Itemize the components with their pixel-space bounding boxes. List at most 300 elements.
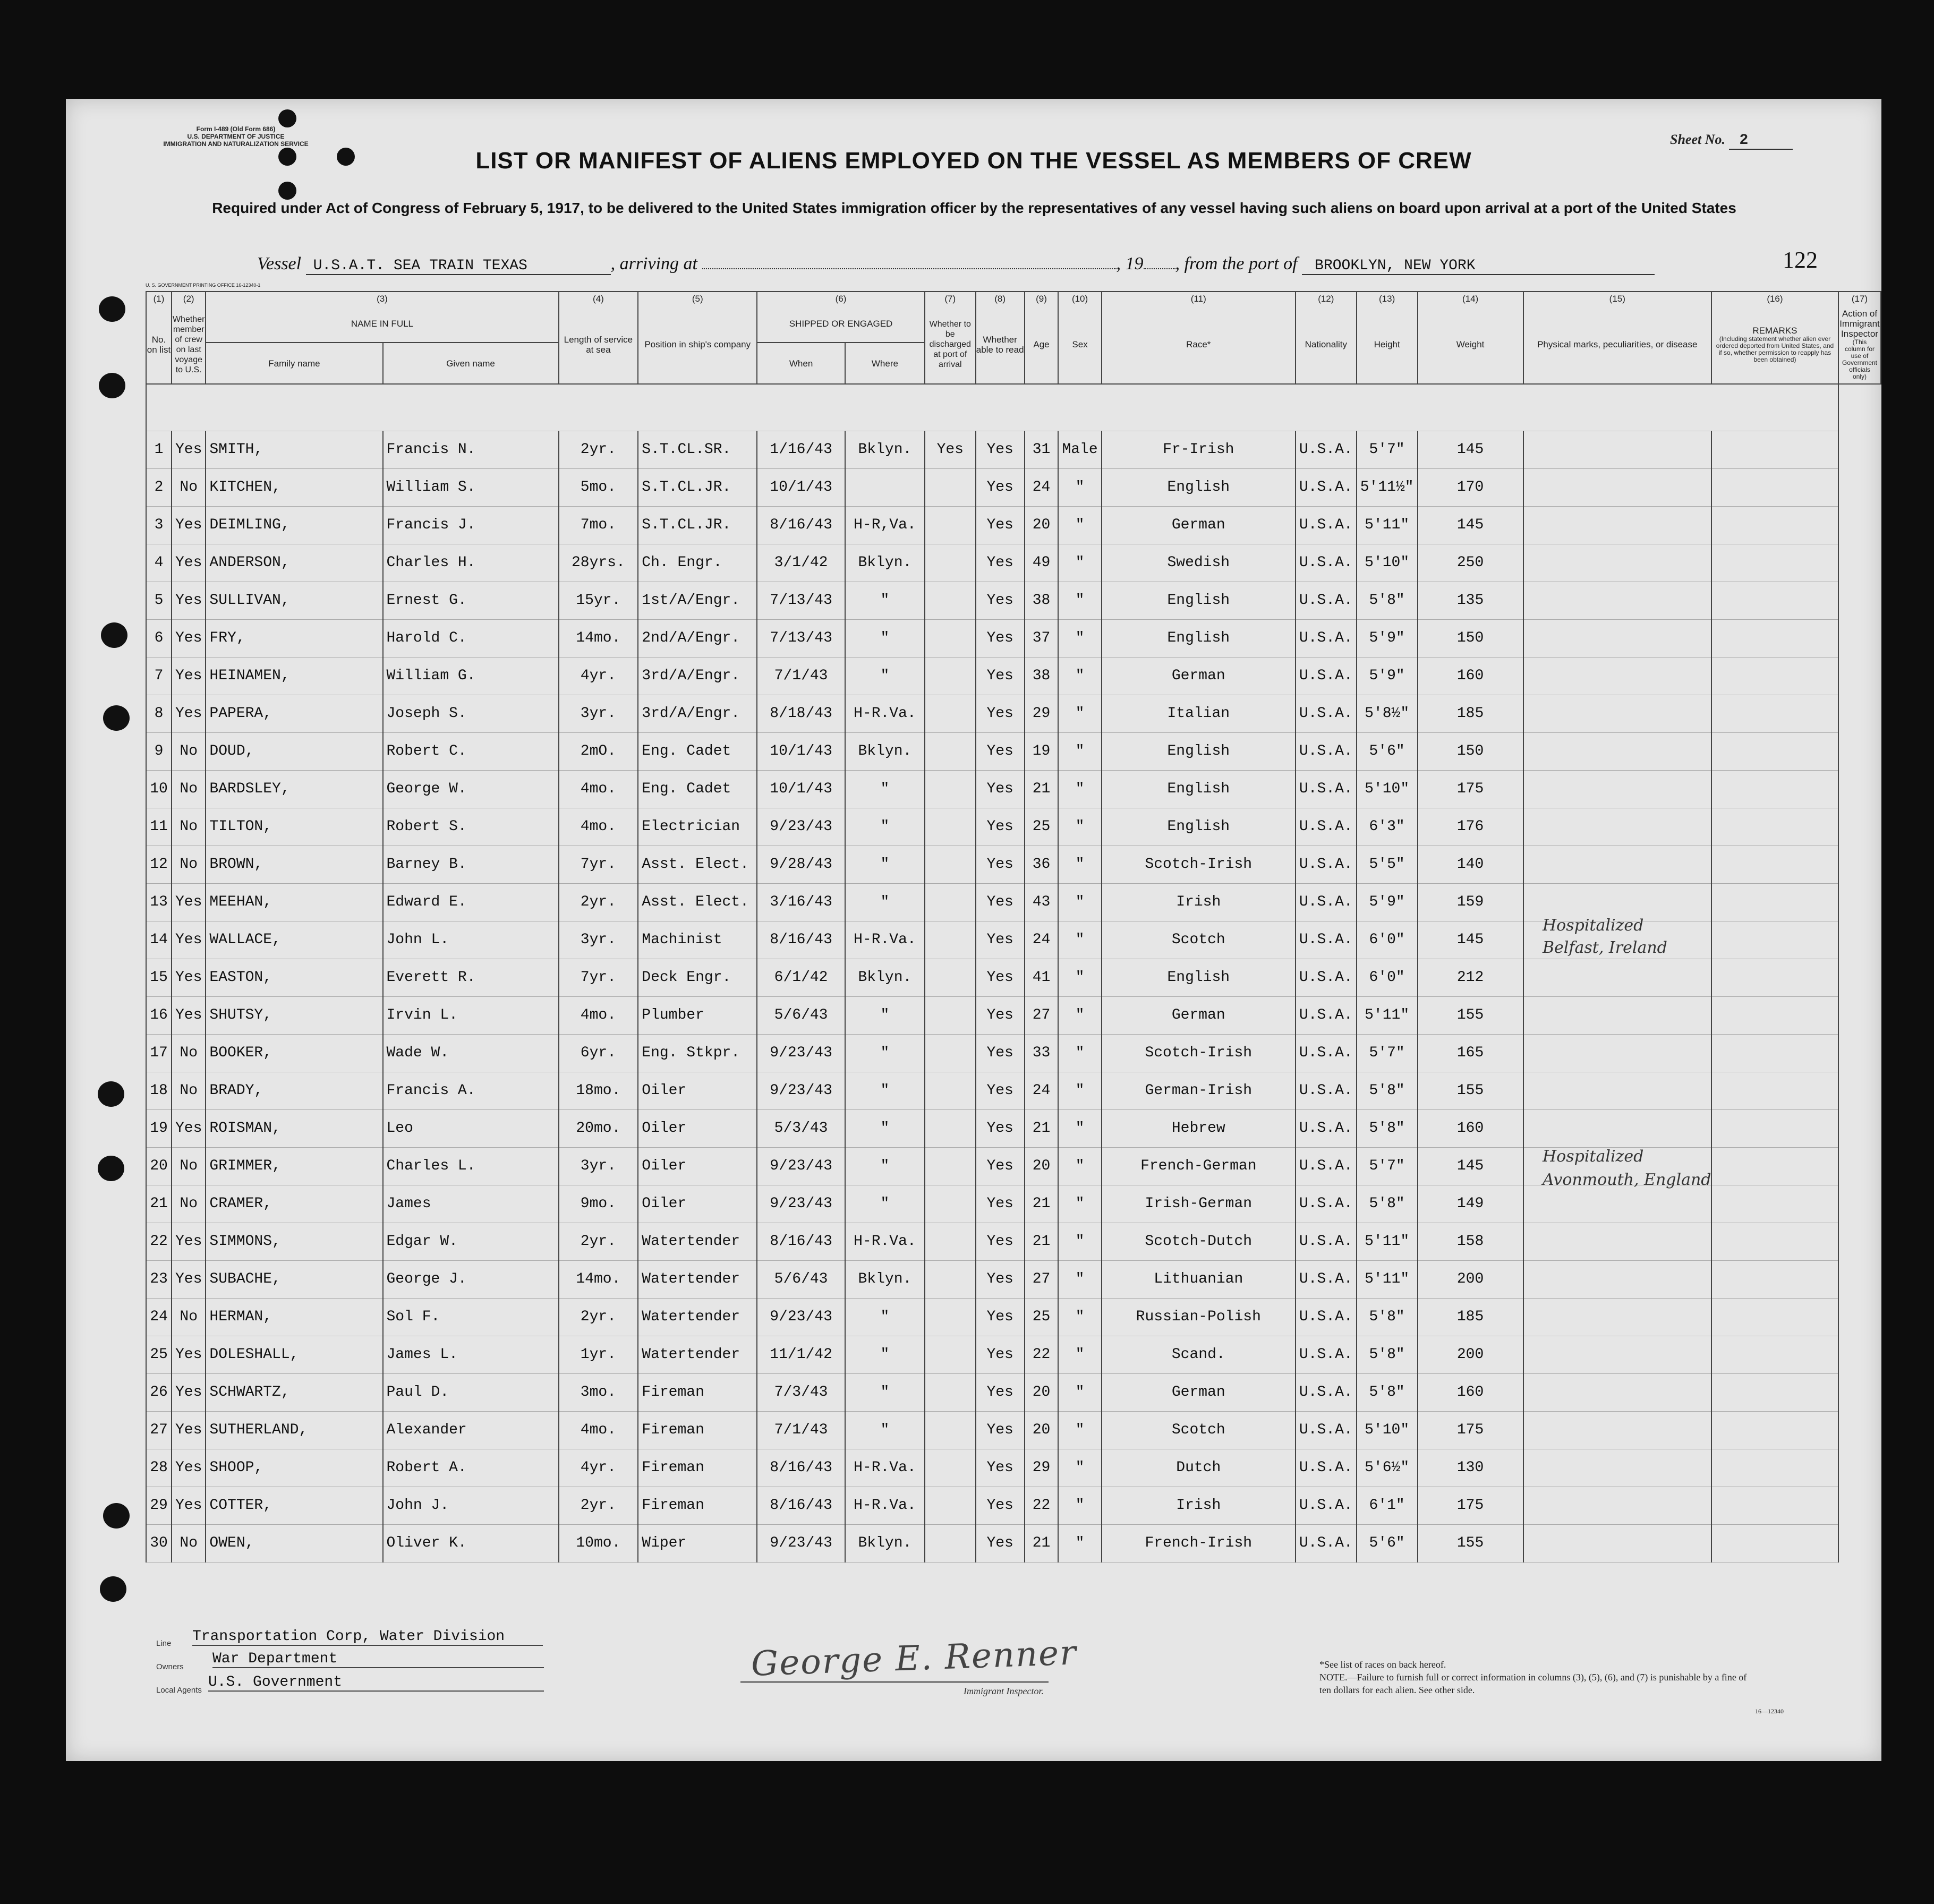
vessel-line bbox=[257, 254, 1655, 275]
cell-shipped-when: 8/16/43 bbox=[757, 506, 845, 544]
cell-weight: 135 bbox=[1418, 582, 1523, 619]
cell-last-voyage: Yes bbox=[172, 1109, 206, 1147]
cell-given-name: John J. bbox=[383, 1487, 559, 1524]
cell-nationality: U.S.A. bbox=[1296, 1449, 1357, 1487]
cell-race: Irish-German bbox=[1102, 1185, 1296, 1223]
cell-family-name: FRY, bbox=[206, 619, 382, 657]
cell-height: 5'6" bbox=[1357, 1524, 1418, 1562]
cell-height: 5'10" bbox=[1357, 770, 1418, 808]
cell-nationality: U.S.A. bbox=[1296, 1411, 1357, 1449]
table-row bbox=[146, 1373, 1881, 1411]
cell-nationality: U.S.A. bbox=[1296, 846, 1357, 883]
cell-family-name: SMITH, bbox=[206, 431, 382, 468]
vessel-label: Vessel bbox=[257, 254, 302, 274]
cell-given-name: Joseph S. bbox=[383, 695, 559, 732]
cell-length-service: 2mO. bbox=[559, 732, 638, 770]
cell-family-name: KITCHEN, bbox=[206, 468, 382, 506]
cell-height: 5'8½" bbox=[1357, 695, 1418, 732]
table-row bbox=[146, 431, 1881, 468]
header-age: Age bbox=[1025, 305, 1059, 384]
cell-remarks bbox=[1711, 1373, 1838, 1411]
punch-hole bbox=[103, 1503, 130, 1529]
col-num: (15) bbox=[1523, 292, 1711, 305]
cell-shipped-where: " bbox=[845, 657, 925, 695]
cell-weight: 155 bbox=[1418, 1524, 1523, 1562]
cell-height: 5'8" bbox=[1357, 1298, 1418, 1336]
cell-length-service: 15yr. bbox=[559, 582, 638, 619]
table-row bbox=[146, 1487, 1881, 1524]
cell-age: 21 bbox=[1025, 770, 1059, 808]
cell-remarks bbox=[1711, 959, 1838, 996]
cell-shipped-where: " bbox=[845, 883, 925, 921]
cell-weight: 185 bbox=[1418, 695, 1523, 732]
cell-able-to-read: Yes bbox=[976, 1260, 1025, 1298]
cell-age: 21 bbox=[1025, 1109, 1059, 1147]
cell-nationality: U.S.A. bbox=[1296, 732, 1357, 770]
cell-last-voyage: Yes bbox=[172, 544, 206, 582]
printer-note: U. S. GOVERNMENT PRINTING OFFICE 16-12340-1 bbox=[146, 283, 261, 288]
cell-given-name: Francis J. bbox=[383, 506, 559, 544]
cell-last-voyage: No bbox=[172, 770, 206, 808]
table-row bbox=[146, 695, 1881, 732]
header-position: Position in ship's company bbox=[638, 305, 757, 384]
cell-height: 5'9" bbox=[1357, 657, 1418, 695]
cell-able-to-read: Yes bbox=[976, 1373, 1025, 1411]
cell-row-number: 7 bbox=[146, 657, 172, 695]
sheet-label: Sheet No. bbox=[1670, 132, 1725, 147]
cell-weight: 155 bbox=[1418, 996, 1523, 1034]
cell-race: Lithuanian bbox=[1102, 1260, 1296, 1298]
cell-shipped-when: 7/1/43 bbox=[757, 657, 845, 695]
cell-discharged bbox=[925, 1524, 976, 1562]
table-row bbox=[146, 996, 1881, 1034]
col-num: (17) bbox=[1838, 292, 1881, 305]
cell-race: English bbox=[1102, 582, 1296, 619]
cell-nationality: U.S.A. bbox=[1296, 431, 1357, 468]
cell-height: 5'11" bbox=[1357, 1223, 1418, 1260]
cell-age: 31 bbox=[1025, 431, 1059, 468]
cell-shipped-when: 9/23/43 bbox=[757, 1298, 845, 1336]
cell-shipped-where: " bbox=[845, 1411, 925, 1449]
signature-line bbox=[740, 1681, 1049, 1683]
cell-race: French-German bbox=[1102, 1147, 1296, 1185]
cell-discharged bbox=[925, 1260, 976, 1298]
cell-shipped-when: 9/23/43 bbox=[757, 808, 845, 846]
from-port: BROOKLYN, NEW YORK bbox=[1302, 258, 1655, 275]
cell-given-name: George W. bbox=[383, 770, 559, 808]
cell-able-to-read: Yes bbox=[976, 846, 1025, 883]
cell-shipped-when: 8/16/43 bbox=[757, 1449, 845, 1487]
cell-height: 5'8" bbox=[1357, 1336, 1418, 1373]
cell-family-name: SHUTSY, bbox=[206, 996, 382, 1034]
cell-weight: 155 bbox=[1418, 1072, 1523, 1109]
remarks-title: REMARKS bbox=[1752, 326, 1797, 336]
cell-position: Oiler bbox=[638, 1185, 757, 1223]
cell-sex: " bbox=[1058, 808, 1101, 846]
cell-race: Swedish bbox=[1102, 544, 1296, 582]
agents-label: Local Agents bbox=[156, 1686, 202, 1695]
cell-family-name: DOLESHALL, bbox=[206, 1336, 382, 1373]
cell-shipped-where: " bbox=[845, 582, 925, 619]
cell-last-voyage: Yes bbox=[172, 506, 206, 544]
cell-row-number: 28 bbox=[146, 1449, 172, 1487]
cell-row-number: 8 bbox=[146, 695, 172, 732]
cell-discharged bbox=[925, 1449, 976, 1487]
sheet-value: 2 bbox=[1729, 132, 1793, 150]
cell-length-service: 7mo. bbox=[559, 506, 638, 544]
cell-height: 5'8" bbox=[1357, 1109, 1418, 1147]
cell-age: 20 bbox=[1025, 1411, 1059, 1449]
cell-family-name: WALLACE, bbox=[206, 921, 382, 959]
cell-able-to-read: Yes bbox=[976, 808, 1025, 846]
cell-remarks bbox=[1711, 657, 1838, 695]
table-row bbox=[146, 1223, 1881, 1260]
cell-height: 5'8" bbox=[1357, 1373, 1418, 1411]
cell-remarks bbox=[1711, 1034, 1838, 1072]
cell-discharged bbox=[925, 544, 976, 582]
cell-family-name: SULLIVAN, bbox=[206, 582, 382, 619]
col-num: (1) bbox=[146, 292, 172, 305]
cell-discharged bbox=[925, 921, 976, 959]
cell-row-number: 14 bbox=[146, 921, 172, 959]
header-action-inspector bbox=[1838, 305, 1881, 384]
cell-length-service: 3mo. bbox=[559, 1373, 638, 1411]
cell-race: Scotch-Irish bbox=[1102, 1034, 1296, 1072]
cell-physical-marks bbox=[1523, 959, 1711, 996]
cell-sex: " bbox=[1058, 1336, 1101, 1373]
cell-nationality: U.S.A. bbox=[1296, 1487, 1357, 1524]
cell-remarks bbox=[1711, 808, 1838, 846]
cell-age: 29 bbox=[1025, 1449, 1059, 1487]
cell-race: Fr-Irish bbox=[1102, 431, 1296, 468]
cell-weight: 200 bbox=[1418, 1336, 1523, 1373]
col-num: (8) bbox=[976, 292, 1025, 305]
cell-shipped-when: 7/1/43 bbox=[757, 1411, 845, 1449]
cell-sex: " bbox=[1058, 883, 1101, 921]
cell-discharged bbox=[925, 619, 976, 657]
cell-height: 5'5" bbox=[1357, 846, 1418, 883]
cell-length-service: 14mo. bbox=[559, 1260, 638, 1298]
cell-length-service: 4yr. bbox=[559, 657, 638, 695]
cell-age: 20 bbox=[1025, 506, 1059, 544]
cell-last-voyage: Yes bbox=[172, 1260, 206, 1298]
col-num: (3) bbox=[206, 292, 558, 305]
cell-last-voyage: Yes bbox=[172, 1411, 206, 1449]
cell-length-service: 18mo. bbox=[559, 1072, 638, 1109]
cell-position: Wiper bbox=[638, 1524, 757, 1562]
cell-physical-marks bbox=[1523, 1223, 1711, 1260]
cell-remarks bbox=[1711, 619, 1838, 657]
cell-sex: " bbox=[1058, 1260, 1101, 1298]
table-row bbox=[146, 506, 1881, 544]
cell-weight: 145 bbox=[1418, 921, 1523, 959]
table-row bbox=[146, 1298, 1881, 1336]
cell-last-voyage: Yes bbox=[172, 619, 206, 657]
punch-hole bbox=[98, 1081, 124, 1107]
cell-given-name: James L. bbox=[383, 1336, 559, 1373]
cell-race: Scotch bbox=[1102, 921, 1296, 959]
cell-able-to-read: Yes bbox=[976, 1072, 1025, 1109]
cell-shipped-where: " bbox=[845, 1298, 925, 1336]
header-no-on-list: No. on list bbox=[146, 305, 172, 384]
cell-nationality: U.S.A. bbox=[1296, 1072, 1357, 1109]
cell-length-service: 4mo. bbox=[559, 808, 638, 846]
cell-family-name: HEINAMEN, bbox=[206, 657, 382, 695]
cell-last-voyage: Yes bbox=[172, 883, 206, 921]
cell-length-service: 2yr. bbox=[559, 883, 638, 921]
cell-family-name: BOOKER, bbox=[206, 1034, 382, 1072]
cell-discharged bbox=[925, 959, 976, 996]
cell-given-name: Barney B. bbox=[383, 846, 559, 883]
cell-shipped-when: 10/1/43 bbox=[757, 468, 845, 506]
cell-race: Russian-Polish bbox=[1102, 1298, 1296, 1336]
cell-remarks bbox=[1711, 506, 1838, 544]
cell-remarks bbox=[1711, 582, 1838, 619]
header-family-name: Family name bbox=[206, 343, 382, 384]
cell-able-to-read: Yes bbox=[976, 619, 1025, 657]
cell-able-to-read: Yes bbox=[976, 431, 1025, 468]
cell-sex: " bbox=[1058, 1072, 1101, 1109]
cell-position: Watertender bbox=[638, 1336, 757, 1373]
cell-able-to-read: Yes bbox=[976, 921, 1025, 959]
col-num: (13) bbox=[1357, 292, 1418, 305]
cell-discharged bbox=[925, 883, 976, 921]
cell-given-name: Leo bbox=[383, 1109, 559, 1147]
col-num: (14) bbox=[1418, 292, 1523, 305]
cell-weight: 200 bbox=[1418, 1260, 1523, 1298]
cell-shipped-when: 7/13/43 bbox=[757, 582, 845, 619]
cell-row-number: 4 bbox=[146, 544, 172, 582]
cell-discharged bbox=[925, 846, 976, 883]
col-num: (11) bbox=[1102, 292, 1296, 305]
table-row bbox=[146, 846, 1881, 883]
cell-remarks bbox=[1711, 996, 1838, 1034]
cell-discharged bbox=[925, 1373, 976, 1411]
cell-length-service: 2yr. bbox=[559, 1487, 638, 1524]
cell-nationality: U.S.A. bbox=[1296, 1298, 1357, 1336]
form-number: Form I-489 (Old Form 686) bbox=[196, 125, 276, 133]
cell-sex: " bbox=[1058, 1411, 1101, 1449]
cell-last-voyage: No bbox=[172, 808, 206, 846]
cell-sex: " bbox=[1058, 1223, 1101, 1260]
cell-length-service: 6yr. bbox=[559, 1034, 638, 1072]
cell-length-service: 3yr. bbox=[559, 921, 638, 959]
cell-family-name: CRAMER, bbox=[206, 1185, 382, 1223]
cell-able-to-read: Yes bbox=[976, 1524, 1025, 1562]
cell-age: 27 bbox=[1025, 996, 1059, 1034]
cell-discharged bbox=[925, 1109, 976, 1147]
cell-last-voyage: Yes bbox=[172, 431, 206, 468]
cell-shipped-where: " bbox=[845, 1147, 925, 1185]
cell-shipped-where: H-R.Va. bbox=[845, 1449, 925, 1487]
cell-shipped-when: 6/1/42 bbox=[757, 959, 845, 996]
cell-weight: 149 bbox=[1418, 1185, 1523, 1223]
cell-race: German bbox=[1102, 657, 1296, 695]
cell-shipped-when: 8/16/43 bbox=[757, 1487, 845, 1524]
cell-remarks bbox=[1711, 883, 1838, 921]
cell-nationality: U.S.A. bbox=[1296, 1185, 1357, 1223]
cell-given-name: Alexander bbox=[383, 1411, 559, 1449]
cell-able-to-read: Yes bbox=[976, 1109, 1025, 1147]
table-row bbox=[146, 619, 1881, 657]
cell-row-number: 11 bbox=[146, 808, 172, 846]
cell-length-service: 3yr. bbox=[559, 1147, 638, 1185]
cell-weight: 130 bbox=[1418, 1449, 1523, 1487]
cell-family-name: ROISMAN, bbox=[206, 1109, 382, 1147]
cell-race: English bbox=[1102, 468, 1296, 506]
cell-position: Plumber bbox=[638, 996, 757, 1034]
cell-last-voyage: Yes bbox=[172, 657, 206, 695]
cell-shipped-where: Bklyn. bbox=[845, 959, 925, 996]
cell-able-to-read: Yes bbox=[976, 1034, 1025, 1072]
form-id bbox=[146, 125, 326, 148]
header-discharged: Whether to be discharged at port of arrival bbox=[925, 305, 976, 384]
cell-sex: " bbox=[1058, 1034, 1101, 1072]
header-given-name: Given name bbox=[383, 343, 559, 384]
action-title: Action of Immigrant Inspector bbox=[1839, 309, 1880, 339]
cell-family-name: BRADY, bbox=[206, 1072, 382, 1109]
cell-given-name: Robert C. bbox=[383, 732, 559, 770]
cell-height: 5'10" bbox=[1357, 1411, 1418, 1449]
page-subtitle: Required under Act of Congress of February 5, 1917, to be delivered to the United States immigration officer by the representatives of any vessel having such aliens on board upon arrival at a port of the United States bbox=[212, 200, 1736, 216]
cell-shipped-where: Bklyn. bbox=[845, 431, 925, 468]
cell-family-name: SUBACHE, bbox=[206, 1260, 382, 1298]
cell-race: English bbox=[1102, 808, 1296, 846]
col-num: (12) bbox=[1296, 292, 1357, 305]
cell-weight: 175 bbox=[1418, 1411, 1523, 1449]
cell-given-name: Ernest G. bbox=[383, 582, 559, 619]
cell-race: English bbox=[1102, 619, 1296, 657]
cell-weight: 212 bbox=[1418, 959, 1523, 996]
cell-discharged bbox=[925, 1072, 976, 1109]
cell-remarks bbox=[1711, 732, 1838, 770]
cell-nationality: U.S.A. bbox=[1296, 1260, 1357, 1298]
cell-able-to-read: Yes bbox=[976, 1147, 1025, 1185]
cell-remarks bbox=[1711, 921, 1838, 959]
cell-remarks bbox=[1711, 846, 1838, 883]
cell-sex: " bbox=[1058, 846, 1101, 883]
cell-shipped-where: Bklyn. bbox=[845, 1260, 925, 1298]
header-race: Race* bbox=[1102, 305, 1296, 384]
cell-shipped-when: 9/23/43 bbox=[757, 1147, 845, 1185]
cell-given-name: Everett R. bbox=[383, 959, 559, 996]
cell-row-number: 9 bbox=[146, 732, 172, 770]
cell-row-number: 22 bbox=[146, 1223, 172, 1260]
cell-weight: 250 bbox=[1418, 544, 1523, 582]
cell-discharged bbox=[925, 996, 976, 1034]
punch-hole bbox=[278, 182, 296, 200]
cell-race: English bbox=[1102, 959, 1296, 996]
cell-given-name: Wade W. bbox=[383, 1034, 559, 1072]
cell-nationality: U.S.A. bbox=[1296, 959, 1357, 996]
table-row bbox=[146, 1411, 1881, 1449]
cell-family-name: SIMMONS, bbox=[206, 1223, 382, 1260]
cell-race: Scotch-Dutch bbox=[1102, 1223, 1296, 1260]
cell-nationality: U.S.A. bbox=[1296, 695, 1357, 732]
cell-physical-marks bbox=[1523, 544, 1711, 582]
cell-row-number: 12 bbox=[146, 846, 172, 883]
cell-nationality: U.S.A. bbox=[1296, 1223, 1357, 1260]
cell-position: Watertender bbox=[638, 1260, 757, 1298]
cell-given-name: Irvin L. bbox=[383, 996, 559, 1034]
cell-discharged bbox=[925, 1487, 976, 1524]
cell-shipped-when: 10/1/43 bbox=[757, 732, 845, 770]
cell-able-to-read: Yes bbox=[976, 959, 1025, 996]
cell-shipped-where: " bbox=[845, 1034, 925, 1072]
cell-weight: 158 bbox=[1418, 1223, 1523, 1260]
from-label: , from the port of bbox=[1175, 254, 1298, 274]
cell-given-name: Sol F. bbox=[383, 1298, 559, 1336]
cell-row-number: 26 bbox=[146, 1373, 172, 1411]
cell-age: 29 bbox=[1025, 695, 1059, 732]
cell-physical-marks bbox=[1523, 1411, 1711, 1449]
cell-physical-marks bbox=[1523, 1487, 1711, 1524]
cell-sex: " bbox=[1058, 1487, 1101, 1524]
cell-discharged bbox=[925, 1223, 976, 1260]
cell-length-service: 1yr. bbox=[559, 1336, 638, 1373]
cell-able-to-read: Yes bbox=[976, 1487, 1025, 1524]
cell-position: Machinist bbox=[638, 921, 757, 959]
cell-shipped-when: 9/28/43 bbox=[757, 846, 845, 883]
cell-race: German bbox=[1102, 996, 1296, 1034]
cell-family-name: HERMAN, bbox=[206, 1298, 382, 1336]
remark-handwritten: Hospitalized Belfast, Ireland bbox=[1543, 916, 1667, 957]
cell-last-voyage: Yes bbox=[172, 959, 206, 996]
cell-nationality: U.S.A. bbox=[1296, 468, 1357, 506]
cell-family-name: SUTHERLAND, bbox=[206, 1411, 382, 1449]
cell-given-name: Edward E. bbox=[383, 883, 559, 921]
cell-able-to-read: Yes bbox=[976, 770, 1025, 808]
cell-able-to-read: Yes bbox=[976, 1298, 1025, 1336]
cell-sex: " bbox=[1058, 770, 1101, 808]
remark-handwritten: Hospitalized Avonmouth, England bbox=[1543, 1147, 1711, 1189]
table-row bbox=[146, 1449, 1881, 1487]
cell-remarks bbox=[1711, 1487, 1838, 1524]
cell-weight: 175 bbox=[1418, 1487, 1523, 1524]
cell-position: Asst. Elect. bbox=[638, 846, 757, 883]
cell-family-name: PAPERA, bbox=[206, 695, 382, 732]
cell-row-number: 23 bbox=[146, 1260, 172, 1298]
cell-age: 20 bbox=[1025, 1147, 1059, 1185]
cell-height: 5'7" bbox=[1357, 431, 1418, 468]
cell-physical-marks bbox=[1523, 695, 1711, 732]
line-value: Transportation Corp, Water Division bbox=[192, 1628, 543, 1646]
cell-length-service: 4yr. bbox=[559, 1449, 638, 1487]
cell-discharged bbox=[925, 1336, 976, 1373]
cell-height: 5'11" bbox=[1357, 506, 1418, 544]
cell-last-voyage: No bbox=[172, 468, 206, 506]
cell-given-name: George J. bbox=[383, 1260, 559, 1298]
cell-given-name: Oliver K. bbox=[383, 1524, 559, 1562]
cell-discharged: Yes bbox=[925, 431, 976, 468]
cell-family-name: BARDSLEY, bbox=[206, 770, 382, 808]
cell-age: 41 bbox=[1025, 959, 1059, 996]
cell-physical-marks bbox=[1523, 846, 1711, 883]
cell-shipped-when: 8/18/43 bbox=[757, 695, 845, 732]
header-able-read: Whether able to read bbox=[976, 305, 1025, 384]
cell-position: S.T.CL.SR. bbox=[638, 431, 757, 468]
cell-sex: " bbox=[1058, 619, 1101, 657]
cell-remarks bbox=[1711, 1223, 1838, 1260]
cell-shipped-where: Bklyn. bbox=[845, 732, 925, 770]
cell-sex: " bbox=[1058, 921, 1101, 959]
cell-length-service: 7yr. bbox=[559, 959, 638, 996]
cell-nationality: U.S.A. bbox=[1296, 1034, 1357, 1072]
cell-last-voyage: No bbox=[172, 1072, 206, 1109]
cell-last-voyage: No bbox=[172, 846, 206, 883]
cell-discharged bbox=[925, 582, 976, 619]
cell-age: 49 bbox=[1025, 544, 1059, 582]
